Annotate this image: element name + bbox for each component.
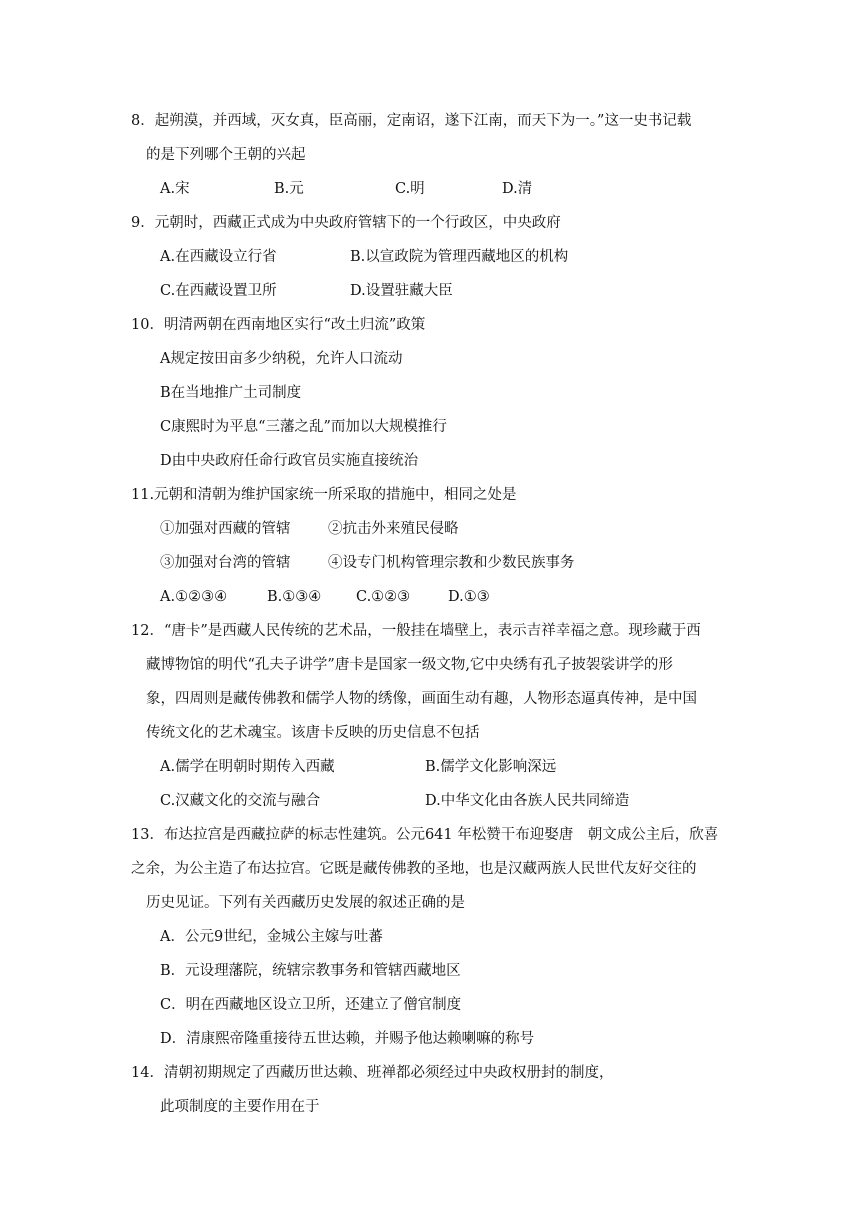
q12-option-c: C.汉藏文化的交流与融合 [160,793,321,809]
q9-stem-line1: 9．元朝时，西藏正式成为中央政府管辖下的一个行政区，中央政府 [131,215,561,231]
q11-stem-line1: 11.元朝和清朝为维护国家统一所采取的措施中，相同之处是 [131,487,517,503]
q14-stem-line1: 14．清朝初期规定了西藏历世达赖、班禅都必须经过中央政权册封的制度， [131,1065,614,1081]
q11-item-3: ③加强对台湾的管辖 [160,555,291,571]
q9-option-c: C.在西藏设置卫所 [160,283,277,299]
q11-option-d: D.①③ [448,589,490,605]
q8-stem-line1: 8．起朔漠，并西域，灭女真，臣高丽，定南诏，遂下江南，而天下为一。”这一史书记载 [131,113,692,129]
q11-option-b: B.①③④ [267,589,322,605]
q8-option-b: B.元 [274,181,304,197]
q12-option-b: B.儒学文化影响深远 [425,759,557,775]
q10-option-a: A规定按田亩多少纳税，允许人口流动 [160,351,403,367]
q13-option-d: D．清康熙帝隆重接待五世达赖，并赐予他达赖喇嘛的称号 [160,1031,535,1047]
q9-option-a: A.在西藏设立行省 [160,249,277,265]
q11-option-c: C.①②③ [356,589,411,605]
q10-option-d: D由中央政府任命行政官员实施直接统治 [160,453,419,469]
q10-option-b: B在当地推广土司制度 [160,385,302,401]
q10-option-c: C康熙时为平息“三藩之乱”而加以大规模推行 [160,419,447,435]
q13-option-b: B．元设理藩院，统辖宗教事务和管辖西藏地区 [160,963,461,979]
q8-option-a: A.宋 [160,181,190,197]
q12-stem-line2: 藏博物馆的明代“孔夫子讲学”唐卡是国家一级文物,它中央绣有孔子披袈裟讲学的形 [146,657,673,673]
q11-option-a: A.①②③④ [160,589,228,605]
q13-option-c: C．明在西藏地区设立卫所，还建立了僧官制度 [160,997,462,1013]
q8-option-d: D.清 [502,181,533,197]
q13-stem-line1: 13．布达拉宫是西藏拉萨的标志性建筑。公元641 年松赞干布迎娶唐 朝文成公主后，欣喜 [131,827,719,843]
q10-stem-line1: 10．明清两朝在西南地区实行“改土归流”政策 [131,317,426,333]
q12-option-a: A.儒学在明朝时期传入西藏 [160,759,335,775]
q11-item-2: ②抗击外来殖民侵略 [328,521,459,537]
q9-option-b: B.以宣政院为管理西藏地区的机构 [350,249,569,265]
q8-option-c: C.明 [395,181,425,197]
q12-stem-line3: 象，四周则是藏传佛教和儒学人物的绣像，画面生动有趣，人物形态逼真传神，是中国 [146,691,697,707]
q13-option-a: A．公元9世纪，金城公主嫁与吐蕃 [160,929,383,945]
q13-stem-line2: 之余，为公主造了布达拉宫。它既是藏传佛教的圣地，也是汉藏两族人民世代友好交往的 [131,861,697,877]
q9-option-d: D.设置驻藏大臣 [350,283,453,299]
q11-item-1: ①加强对西藏的管辖 [160,521,291,537]
q14-stem-line2: 此项制度的主要作用在于 [160,1099,320,1115]
q12-option-d: D.中华文化由各族人民共同缔造 [425,793,630,809]
q11-item-4: ④设专门机构管理宗教和少数民族事务 [328,555,575,571]
q12-stem-line4: 传统文化的艺术魂宝。该唐卡反映的历史信息不包括 [146,725,480,741]
q13-stem-line3: 历史见证。下列有关西藏历史发展的叙述正确的是 [146,895,465,911]
q8-stem-line2: 的是下列哪个王朝的兴起 [146,147,306,163]
q12-stem-line1: 12．“唐卡”是西藏人民传统的艺术品，一般挂在墙壁上，表示吉祥幸福之意。现珍藏于西 [131,623,701,639]
